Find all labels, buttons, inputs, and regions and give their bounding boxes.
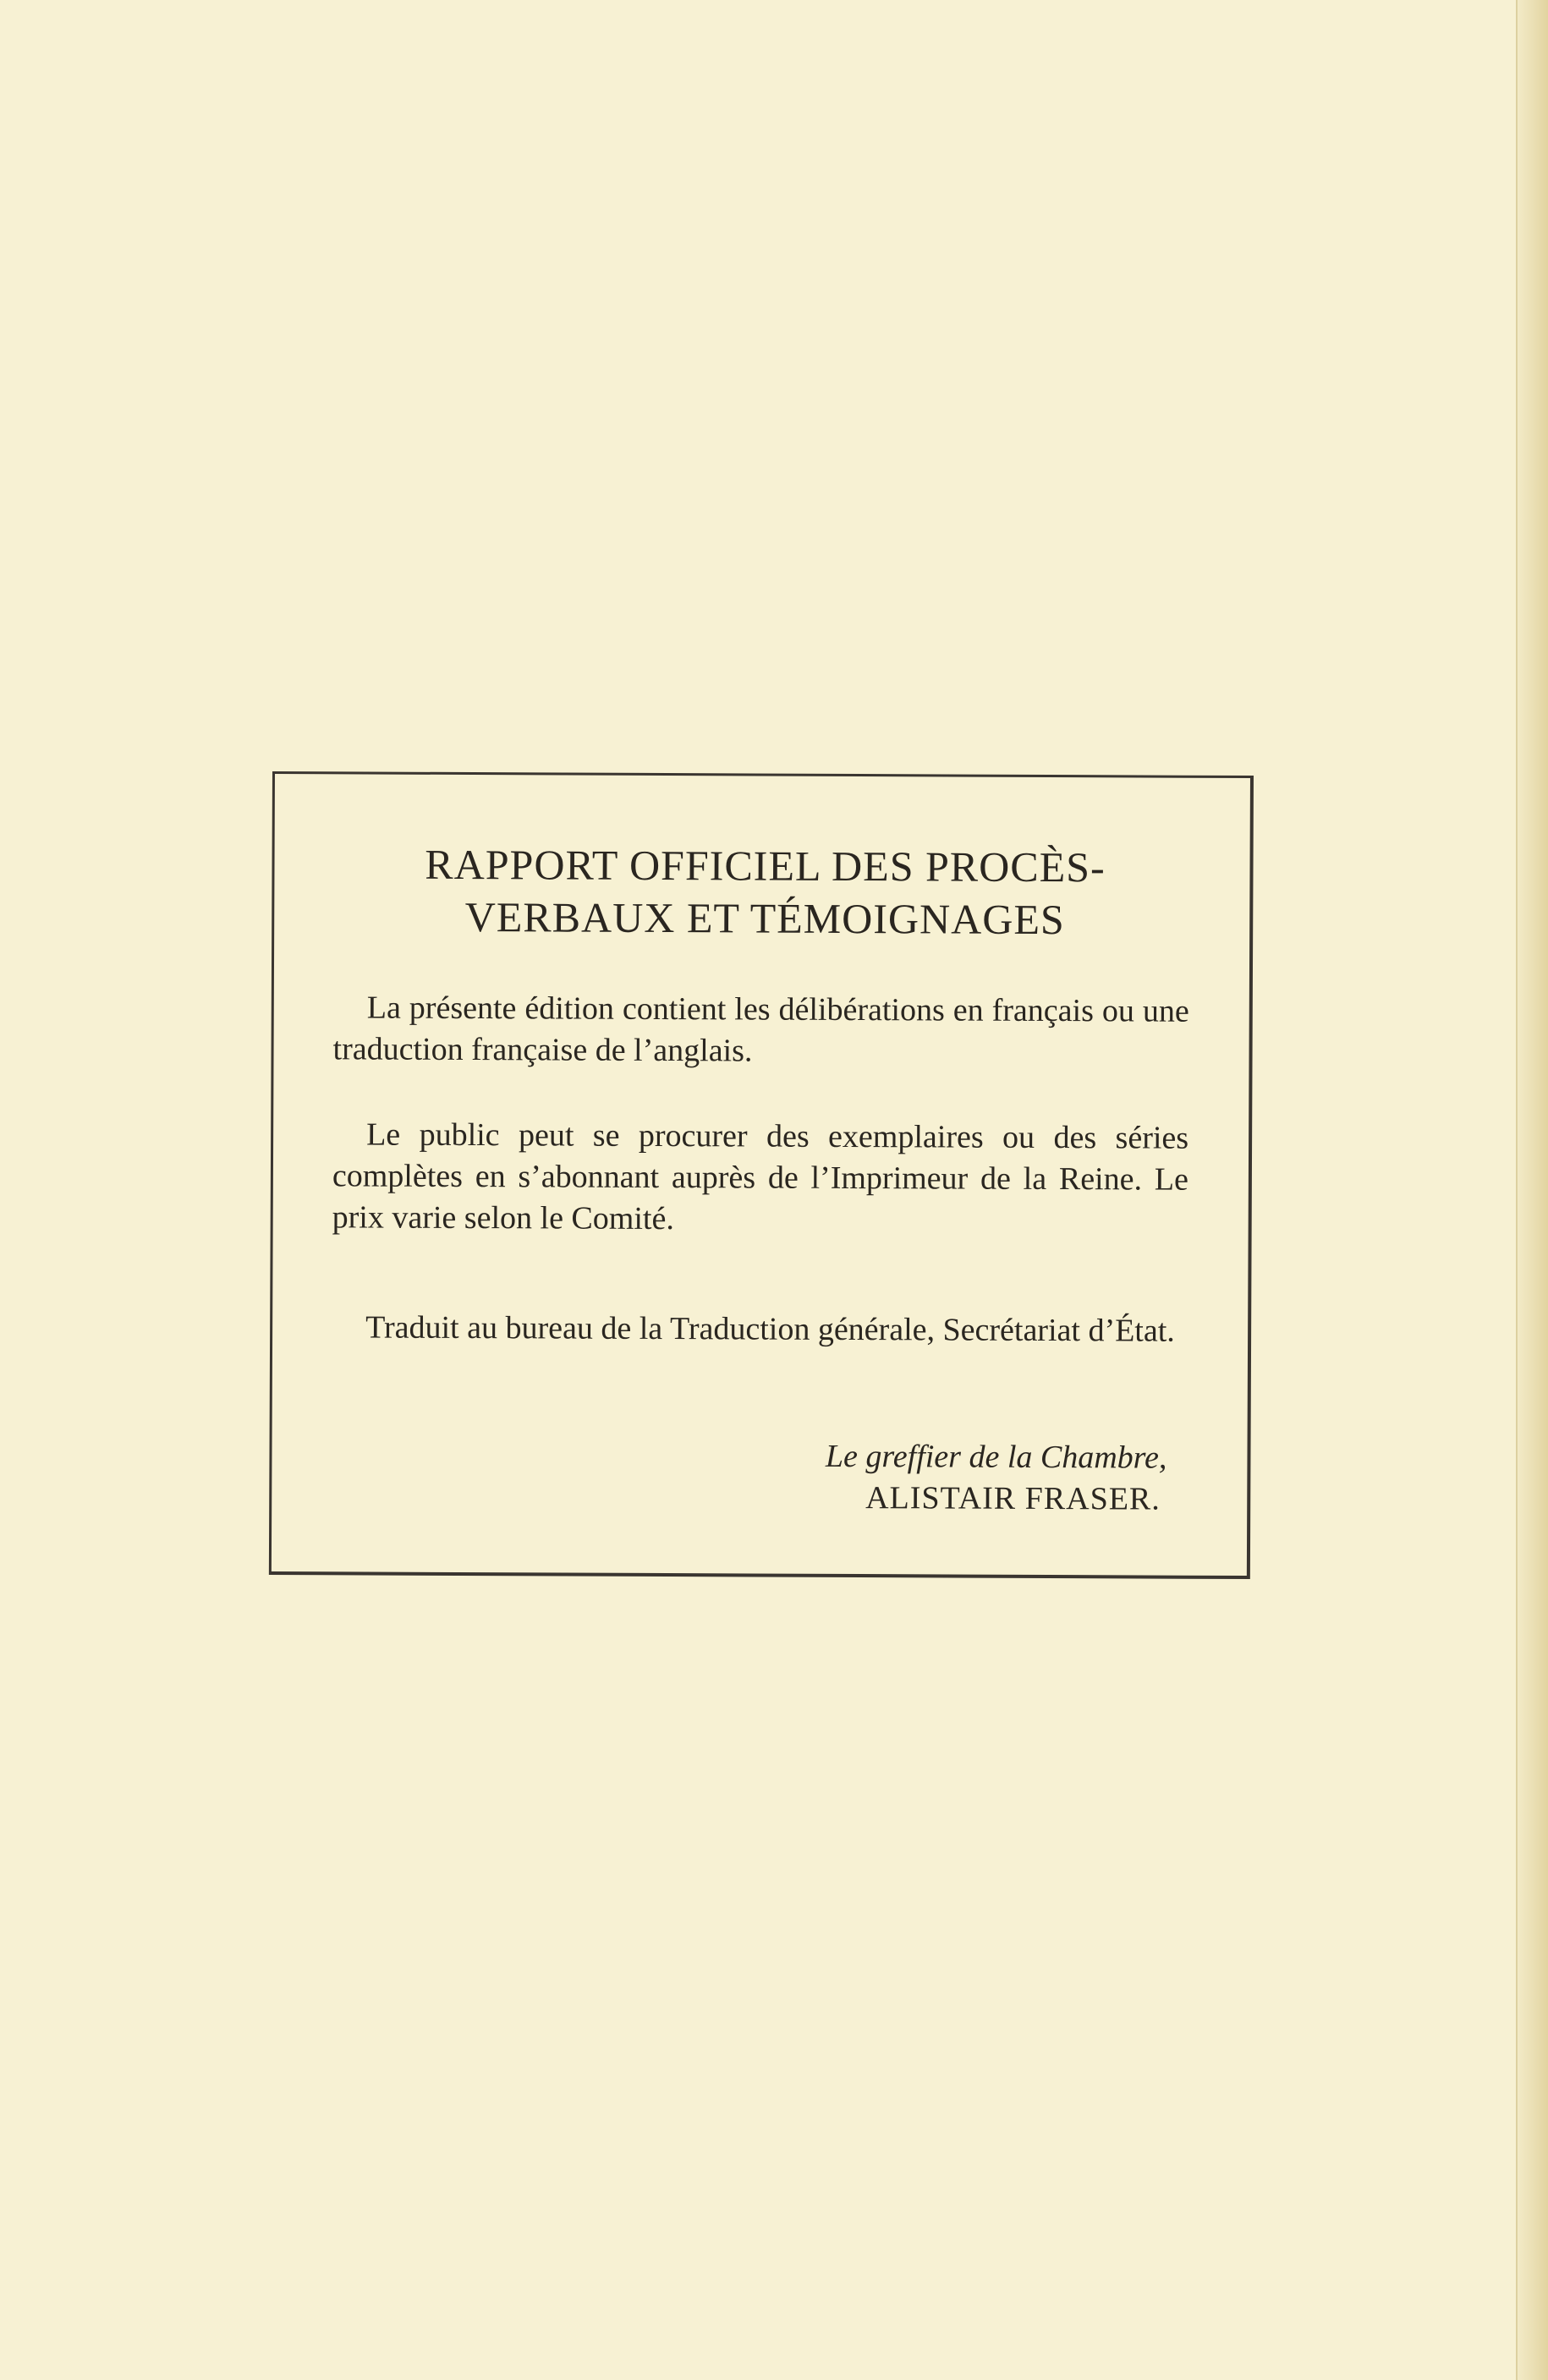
page-edge-line — [1516, 0, 1518, 2380]
notice-title-line-2: VERBAUX ET TÉMOIGNAGES — [464, 892, 1065, 944]
signature-name: ALISTAIR FRASER. — [865, 1480, 1161, 1517]
edition-paragraph: La présente édition contient les délibérations en français ou une traduction française de l’anglais. — [332, 990, 1189, 1069]
signature-block — [826, 1436, 1167, 1521]
subscription-paragraph: Le public peut se procurer des exemplaires ou des séries complètes en s’abonnant auprès de l’Imprimeur de la Reine. Le prix varie selon le Comité. — [332, 1116, 1189, 1237]
notice-box — [269, 771, 1254, 1579]
translation-paragraph: Traduit au bureau de la Traduction générale, Secrétariat d’État. — [365, 1309, 1175, 1349]
notice-title — [274, 837, 1256, 946]
page-edge — [1516, 0, 1548, 2380]
notice-title-line-1: RAPPORT OFFICIEL DES PROCÈS- — [425, 840, 1106, 891]
signature-role: Le greffier de la Chambre, — [825, 1438, 1167, 1476]
